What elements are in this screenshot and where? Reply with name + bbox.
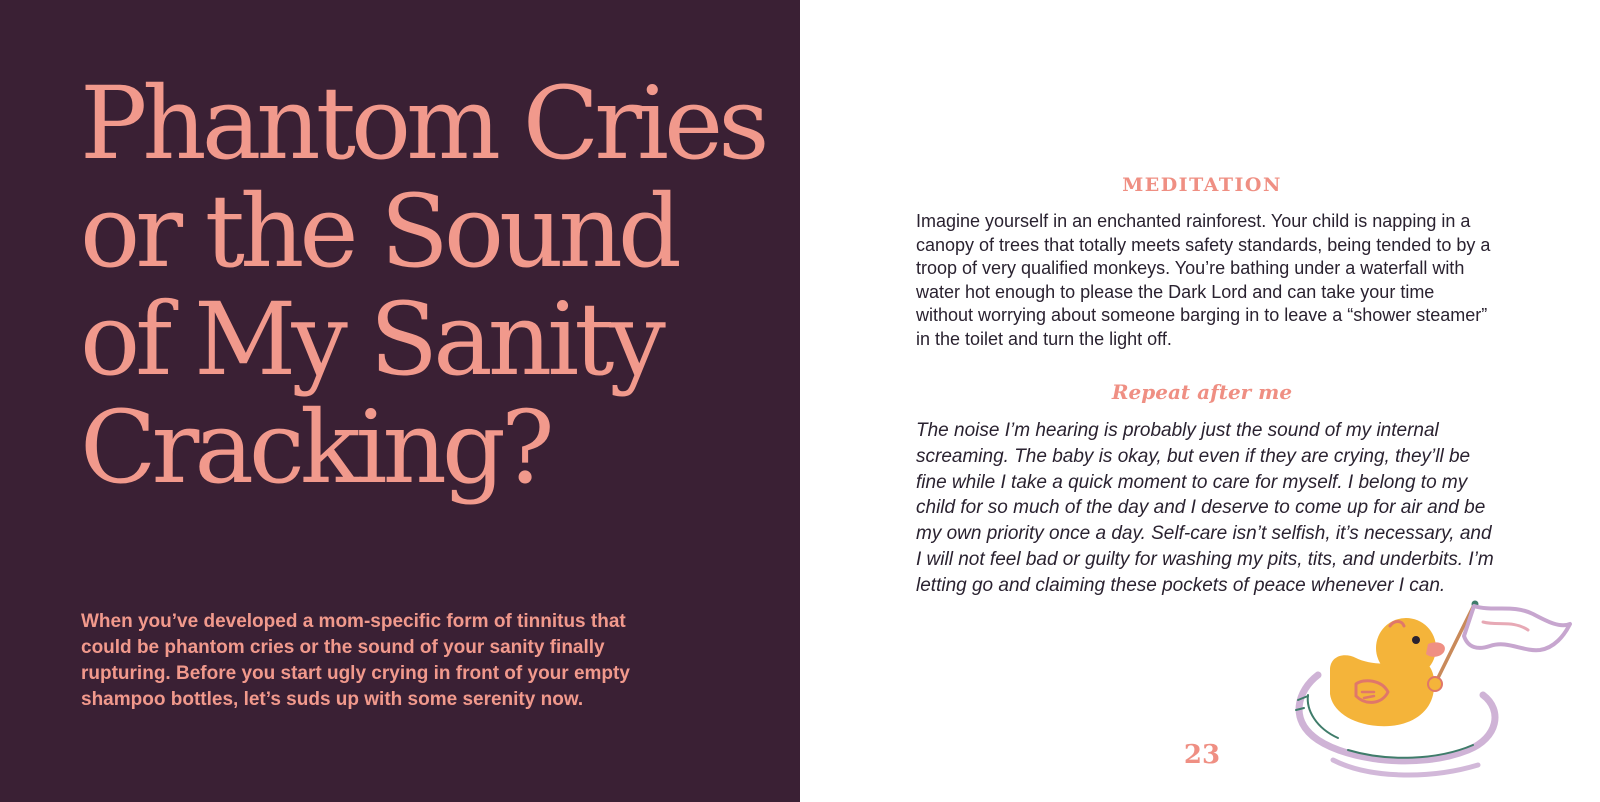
- meditation-paragraph: Imagine yourself in an enchanted rainforest. Your child is napping in a canopy of trees that totally meets safety standards, being tended to by a troop of very qualified monkeys. You’re bathing under a waterfall with water hot enough to please the Dark Lord and can take your time without worrying about someone barging in to leave a “shower steamer” in the toilet and turn the light off.: [916, 211, 1491, 349]
- rubber-duck-illustration: [1278, 600, 1578, 790]
- chapter-title-line: or the Sound: [80, 173, 677, 290]
- chapter-title-line: Phantom Cries: [80, 65, 765, 182]
- intro-paragraph: When you’ve developed a mom-specific form of tinnitus that could be phantom cries or the sound of your sanity finally rupturing. Before you start ugly crying in front of your empty shampoo bottles, let’s suds up with some serenity now.: [81, 611, 630, 710]
- repeat-subheading: Repeat after me: [1111, 380, 1293, 404]
- chapter-title-line: of My Sanity: [80, 281, 661, 398]
- affirmation-paragraph: The noise I’m hearing is probably just the sound of my internal screaming. The baby is okay, but even if they are crying, they’ll be fine while I take a quick moment to care for myself. I belong to my child for so much of the day and I deserve to come up for air and be my own priority once a day. Self-care isn’t selfish, it’s necessary, and I will not feel bad or guilty for washing my pits, tits, and underbits. I’m letting go and claiming these pockets of peace whenever I can.: [916, 420, 1494, 596]
- chapter-title-line: Cracking?: [80, 389, 550, 506]
- chapter-title: [80, 65, 770, 506]
- page-number: 23: [1183, 740, 1221, 770]
- right-page: [800, 0, 1600, 802]
- section-heading: MEDITATION: [1122, 174, 1282, 196]
